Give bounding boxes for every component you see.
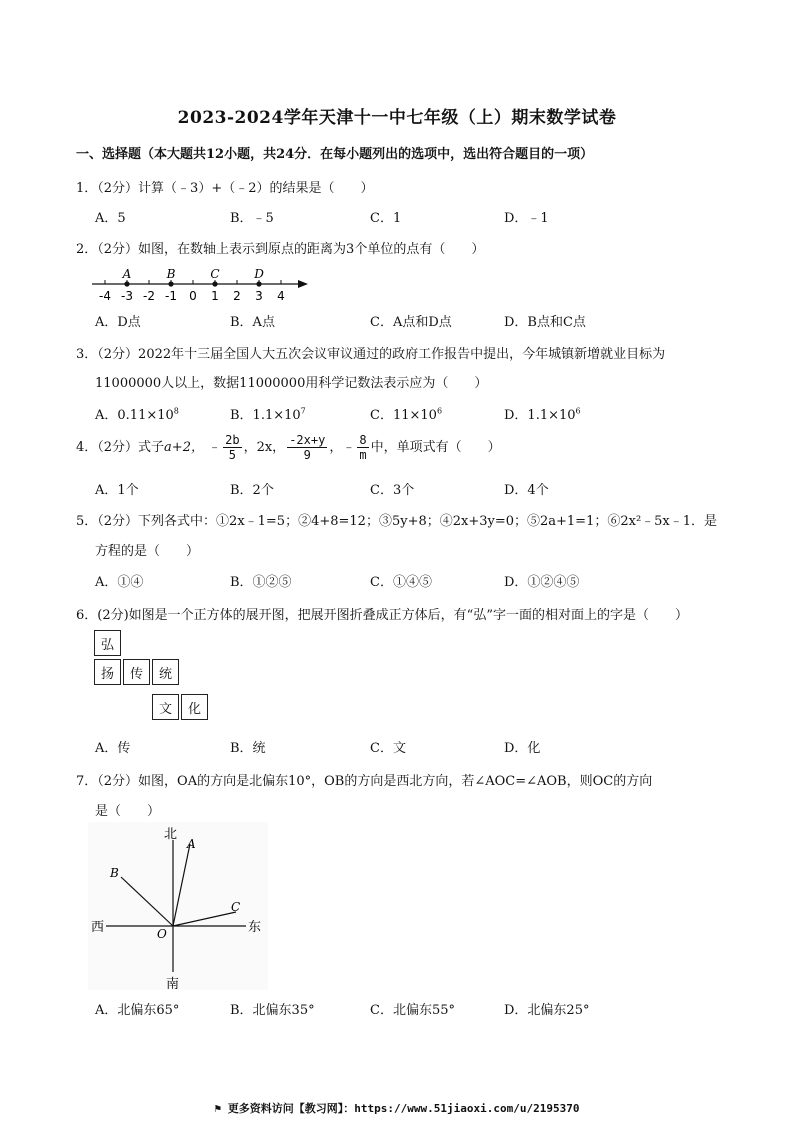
- q2-option-c: C．A点和D点: [370, 315, 452, 330]
- question-5-line2: 方程的是（ ）: [95, 544, 200, 559]
- q6-option-c: C．文: [370, 741, 406, 756]
- axis-point-b: [168, 281, 173, 286]
- cube-face-chuan: 传: [123, 659, 150, 685]
- axis-point-a: [124, 281, 129, 286]
- axis-tick-label: -3: [121, 289, 133, 303]
- q5-option-b: B．①②⑤: [230, 575, 292, 590]
- q3-option-c: C．$11\times 10^6$: [370, 406, 443, 423]
- west-label: 西: [91, 920, 105, 935]
- q6-option-d: D．化: [504, 741, 541, 756]
- question-3-line2: 11000000人以上，数据11000000用科学记数法表示应为（ ）: [95, 376, 488, 391]
- q4-option-c: C．3个: [370, 483, 415, 498]
- axis-point-label: C: [210, 267, 220, 281]
- axis-tick-label: 4: [277, 289, 285, 303]
- q7-option-c: C．北偏东55°: [370, 1003, 455, 1018]
- axis-tick-label: 3: [255, 289, 263, 303]
- q6-option-a: A．传: [95, 741, 131, 756]
- q7-option-a: A．北偏东65°: [95, 1003, 180, 1018]
- q4-option-b: B．2个: [230, 483, 274, 498]
- q5-option-d: D．①②④⑤: [504, 575, 580, 590]
- q2-option-d: D．B点和C点: [504, 315, 586, 330]
- origin-o-label: O: [157, 927, 167, 941]
- question-3-line1: 3．（2分）2022年十三届全国人大五次会议审议通过的政府工作报告中提出，今年城镇新增就业目标为: [76, 347, 666, 362]
- fraction-2x-y-over-9: $\frac{-2x+y}{9}$: [289, 433, 326, 462]
- q5-option-c: C．①④⑤: [370, 575, 432, 590]
- q1-option-b: B．﹣5: [230, 211, 274, 226]
- east-label: 东: [248, 920, 262, 935]
- axis-point-label: B: [166, 267, 176, 281]
- point-a-label: A: [187, 837, 196, 851]
- axis-point-label: D: [254, 267, 264, 281]
- cube-face-hua: 化: [181, 694, 208, 720]
- question-4: 4．（2分）式子a+2， ﹣ $\frac{2b}{5}$ ，2x， $\frac{-2x+y}{9}$ ，﹣ $\frac{8}{m}$ 中，单项式有（ ）: [76, 433, 501, 462]
- q5-option-a: A．①④: [95, 575, 144, 590]
- south-label: 南: [166, 977, 180, 990]
- question-6: 6．(2分)如图是一个正方体的展开图，把展开图折叠成正方体后，有“弘”字一面的相对面上的字是（ ）: [76, 608, 688, 623]
- axis-point-label: A: [122, 267, 132, 281]
- q1-option-c: C．1: [370, 211, 402, 226]
- question-7-line1: 7．（2分）如图，OA的方向是北偏东10°，OB的方向是西北方向，若∠AOC=∠AOB，则OC的方向: [76, 774, 653, 789]
- exam-title: 2023-2024学年天津十一中七年级（上）期末数学试卷: [177, 108, 617, 128]
- point-c-label: C: [231, 900, 241, 914]
- cube-face-hong: 弘: [94, 630, 121, 656]
- q2-option-a: A．D点: [95, 315, 141, 330]
- q1-option-a: A．5: [95, 211, 126, 226]
- question-2: 2．（2分）如图，在数轴上表示到原点的距离为3个单位的点有（ ）: [76, 242, 485, 257]
- number-line-figure: [90, 262, 310, 304]
- fraction-8-over-m: $\frac{8}{m}$: [359, 433, 367, 462]
- compass-direction-figure: [88, 822, 268, 990]
- q3-option-b: B．$1.1\times 10^7$: [230, 406, 306, 423]
- question-7-line2: 是（ ）: [95, 804, 161, 819]
- q7-option-d: D．北偏东25°: [504, 1003, 590, 1018]
- axis-tick-label: -4: [99, 289, 111, 303]
- fraction-2b-over-5: $\frac{2b}{5}$: [225, 433, 240, 462]
- q6-option-b: B．统: [230, 741, 266, 756]
- question-1: 1．（2分）计算（﹣3）+（﹣2）的结果是（ ）: [76, 181, 374, 196]
- flag-icon: ⚑: [214, 1102, 222, 1115]
- axis-point-c: [212, 281, 217, 286]
- section-heading: 一、选择题（本大题共12小题，共24分．在每小题列出的选项中，选出符合题目的一项）: [76, 147, 594, 162]
- q1-option-d: D．﹣1: [504, 211, 549, 226]
- axis-tick-label: 1: [211, 289, 219, 303]
- q7-option-b: B．北偏东35°: [230, 1003, 315, 1018]
- axis-tick-label: 2: [233, 289, 241, 303]
- q4-option-a: A．1个: [95, 483, 139, 498]
- point-b-label: B: [110, 866, 119, 880]
- question-5-line1: 5．（2分）下列各式中：①2x﹣1=5；②4+8=12；③5y+8；④2x+3y=0；⑤2a+1=1；⑥2x²﹣5x﹣1．是: [76, 514, 718, 529]
- axis-tick-label: -1: [165, 289, 177, 303]
- q3-option-a: A．$0.11\times 10^8$: [95, 406, 179, 423]
- q4-option-d: D．4个: [504, 483, 549, 498]
- q3-option-d: D．$1.1\times 10^6$: [504, 406, 581, 423]
- axis-tick-label: 0: [189, 289, 197, 303]
- cube-net-figure: [92, 626, 208, 726]
- cube-face-tong: 统: [152, 659, 179, 685]
- north-label: 北: [164, 827, 178, 842]
- cube-face-wen: 文: [152, 694, 179, 720]
- footer-link[interactable]: ⚑ 更多资料访问【教习网】：https://www.51jiaoxi.com/u/2195370: [214, 1102, 580, 1115]
- axis-point-d: [256, 281, 261, 286]
- axis-tick-label: -2: [143, 289, 155, 303]
- cube-face-yang: 扬: [94, 659, 121, 685]
- q2-option-b: B．A点: [230, 315, 275, 330]
